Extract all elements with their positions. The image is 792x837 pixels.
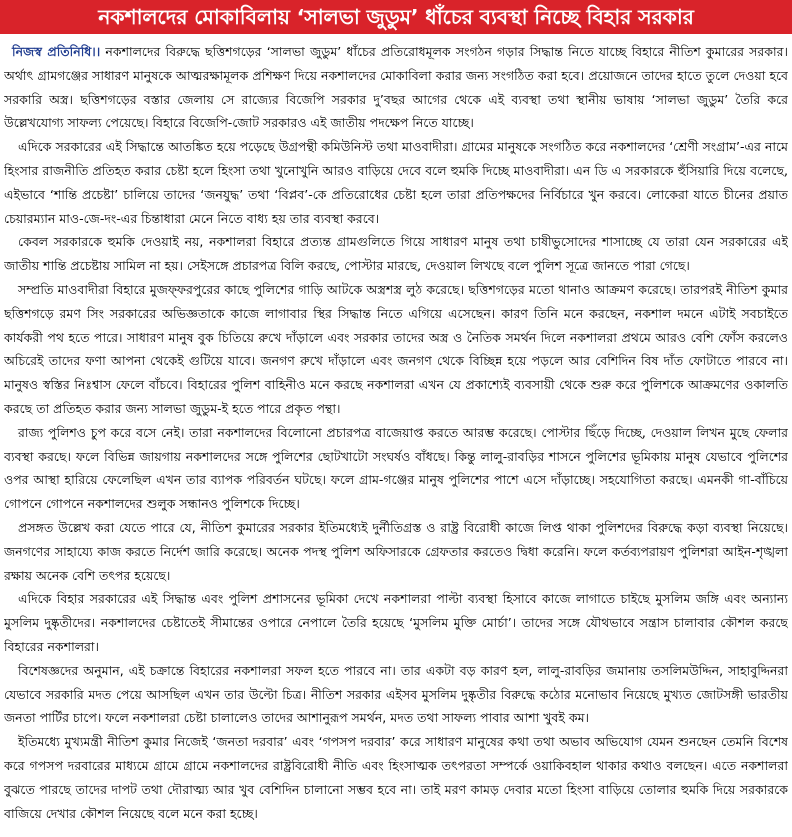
headline: নকশালদের মোকাবিলায় ‘সালভা জুডুম’ ধাঁচের ব্যবস্থা নিচ্ছে বিহার সরকার — [98, 5, 694, 29]
article-paragraph: রাজ্য পুলিশও চুপ করে বসে নেই। তারা নকশালদের বিলোনো প্রচারপত্র বাজেয়াপ্ত করতে আরম্ভ করেছে। পোস্টার ছিঁড়ে দিচ্ছে, দেওয়াল লিখন মুছে ফেলার ব্যবস্থা করছে। ফলে বিভিন্ন জায়গায় নকশালদের সঙ্গে পুলিশের ছোটখাটো সংঘর্ষও বাঁধছে। কিন্তু লালু-রাবড়ির শাসনে পুলিশের ভূমিকায় মানুষ যেভাবে পুলিশের ওপর আস্থা হারিয়ে ফেলেছিল এখন তার ব্যাপক পরিবর্তন ঘটছে। ফলে গ্রাম-গঞ্জের মানুষ পুলিশের পাশে এসে দাঁড়াচ্ছে। সহযোগিতা করছে। এমনকী গা-বাঁচিয়ে গোপনে গোপনে নকশালদের শুলুক সন্ধানও পুলিশকে দিচ্ছে। — [4, 424, 788, 512]
article-paragraph: এদিকে বিহার সরকারের এই সিদ্ধান্ত এবং পুলিশ প্রশাসনের ভূমিকা দেখে নকশালরা পাল্টা ব্যবস্থা হিসাবে কাজে লাগাতে চাইছে মুসলিম জঙ্গি এবং অন্যান্য মুসলিম দুষ্কৃতীদের। নকশালদের চেষ্টাতেই সীমান্তের ওপারে নেপালে তৈরি হয়েছে ‘মুসলিম মুক্তি মোর্চা’। তাদের সঙ্গে যৌথভাবে সন্ত্রাস চালাবার কৌশল করছে বিহারের নকশালরা। — [4, 591, 788, 654]
article-paragraph: এদিকে সরকারের এই সিদ্ধান্তে আতঙ্কিত হয়ে পড়েছে উগ্রপন্থী কমিউনিস্ট তথা মাওবাদীরা। গ্রামের মানুষকে সংগঠিত করে নকশালদের ‘শ্রেণী সংগ্রাম’-এর নামে হিংসার রাজনীতি প্রতিহত করার চেষ্টা হলে হিংসা তথা খুনোখুনি আরও বাড়িয়ে দেবে বলে হুমকি দিচ্ছে মাওবাদীরা। এন ডি এ সরকারকে হুঁসিয়ারি দিয়ে বলেছে, এইভাবে ‘শান্তি প্রচেষ্টা’ চালিয়ে তাদের ‘জনযুদ্ধ’ তথা ‘বিপ্লব’-কে প্রতিরোধের চেষ্টা হলে তারা প্রতিপক্ষদের নির্বিচারে খুন করবে। লোকেরা যাতে চীনের প্রয়াত চেয়ারম্যান মাও-জে-দং-এর চিন্তাধারা মেনে নিতে বাধ্য হয় তার ব্যবস্থা করবে। — [4, 139, 788, 226]
article-paragraph: ইতিমধ্যে মুখ্যমন্ত্রী নীতিশ কুমার নিজেই ‘জনতা দরবার’ এবং ‘গপসপ দরবার’ করে সাধারণ মানুষের কথা তথা অভাব অভিযোগ যেমন শুনছেন তেমনি বিশেষ করে গপসপ দরবারের মাধ্যমে গ্রামে গ্রামে নকশালদের রাষ্ট্রবিরোধী নীতি এবং হিংসাত্মক তৎপরতা সম্পর্কে ওয়াকিবহাল থাকার কথাও বলছেন। এতে নকশালরা বুঝতে পারছে তাদের দাপট তথা দৌরাত্ম্য আর খুব বেশিদিন চালানো সম্ভব হবে না। তাই মরণ কামড় দেবার মতো হিংসা বাড়িয়ে তোলার হুমকি দিয়ে সরকারকে বাজিয়ে দেখার কৌশল নিয়েছে বলে মনে করা হচ্ছে। — [4, 734, 788, 821]
article-body — [4, 40, 788, 834]
article-paragraph: সম্প্রতি মাওবাদীরা বিহারে মুজফ্ফরপুরের কাছে পুলিশের গাড়ি আটকে অস্ত্রশস্ত্র লুঠ করেছে। ছত্তিশগড়ের মতো থানাও আক্রমণ করেছে। তারপরই নীতিশ কুমার ছত্তিশগড়ে রমণ সিং সরকারের অভিজ্ঞতাকে কাজে লাগাবার স্থির সিদ্ধান্ত নিতে এগিয়ে এসেছেন। কারণ তিনি মনে করছেন, নকশাল দমনে এটাই সবচাইতে কার্যকরী পথ হতে পারে। সাধারণ মানুষ বুক চিতিয়ে রুখে দাঁড়ালে এবং সরকার তাদের অস্ত্র ও নৈতিক সমর্থন দিলে নকশালরা প্রথমে আরও বেশি ফোঁস করলেও অচিরেই তাদের ফণা আপনা থেকেই গুটিয়ে যাবে। জনগণ রুখে দাঁড়ালে এবং জনগণ থেকে বিচ্ছিন্ন হয়ে পড়লে আর বেশিদিন বিষ দাঁত ফোটাতে পারবে না। মানুষও স্বস্তির নিঃশ্বাস ফেলে বাঁচবে। বিহারের পুলিশ বাহিনীও মনে করছে নকশালরা এখন যে প্রকাশ্যেই ব্যবসায়ী থেকে শুরু করে পুলিশকে আক্রমণের ওকালতি করছে তা প্রতিহত করার জন্য সালভা জুডুম-ই হতে পারে প্রকৃত পন্থা। — [4, 281, 788, 416]
article-paragraph — [4, 40, 788, 135]
article-paragraph: প্রসঙ্গত উল্লেখ করা যেতে পারে যে, নীতিশ কুমারের সরকার ইতিমধ্যেই দুর্নীতিগ্রস্ত ও রাষ্ট্র বিরোধী কাজে লিপ্ত থাকা পুলিশদের বিরুদ্ধে কড়া ব্যবস্থা নিয়েছে। জনগণের সাহায্যে কাজ করতে নির্দেশ জারি করেছে। অনেক পদস্থ পুলিশ অফিসারকে গ্রেফতার করতেও দ্বিধা করেনি। ফলে কর্তব্যপরায়ণ পুলিশরা আইন-শৃঙ্খলা রক্ষায় অনেক বেশি তৎপর হয়েছে। — [4, 519, 788, 583]
headline-banner — [0, 0, 792, 34]
article-paragraph: বিশেষজ্ঞদের অনুমান, এই চক্রান্তে বিহারের নকশালরা সফল হতে পারবে না। তার একটা বড় কারণ হল, লালু-রাবড়ির জমানায় তসলিমউদ্দিন, সাহাবুদ্দিনরা যেভাবে সরকারি মদত পেয়ে আসছিল এখন তার উল্টো চিত্র। নীতিশ সরকার এইসব মুসলিম দুষ্কৃতীর বিরুদ্ধে কঠোর মনোভাব নিয়েছে মুখ্যত জোটসঙ্গী ভারতীয় জনতা পার্টির চাপে। ফলে নকশালরা চেষ্টা চালালেও তাদের আশানুরূপ সমর্থন, মদত তথা সাফল্য পাবার আশা খুবই কম। — [4, 662, 788, 726]
article-paragraph: কেবল সরকারকে হুমকি দেওয়াই নয়, নকশালরা বিহারে প্রত্যন্ত গ্রামগুলিতে গিয়ে সাধারণ মানুষ তথা চাষীভুসোদের শাসাচ্ছে যে তারা যেন সরকারের এই জাতীয় শান্তি প্রচেষ্টায় সামিল না হয়। সেইসঙ্গে প্রচারপত্র বিলি করছে, পোস্টার মারছে, দেওয়াল লিখছে বলে পুলিশ সূত্রে জানতে পারা গেছে। — [4, 234, 788, 274]
byline: নিজস্ব প্রতিনিধি।। — [12, 44, 101, 59]
paragraph-text: নকশালদের বিরুদ্ধে ছত্তিশগড়ের ‘সালভা জুডুম’ ধাঁচের প্রতিরোধমূলক সংগঠন গড়ার সিদ্ধান্ত নিতে যাচ্ছে বিহারে নীতিশ কুমারের সরকার। অর্থাৎ গ্রামগঞ্জের সাধারণ মানুষকে আত্মরক্ষামূলক প্রশিক্ষণ দিয়ে নকশালদের মোকাবিলা করার জন্য সংগঠিত করা হবে। প্রয়োজনে তাদের হাতে তুলে দেওয়া হবে সরকারি অস্ত্র। ছত্তিশগড়ের বস্তার জেলায় সে রাজ্যের বিজেপি সরকার দু’বছর আগের থেকে এই ব্যবস্থা তথা স্থানীয় ভাষায় ‘সালভা জুডুম’ তৈরি করে উল্লেখযোগ্য সাফল্য পেয়েছে। বিহারে বিজেপি-জোট সরকারও এই জাতীয় পদক্ষেপ নিতে যাচ্ছে। — [4, 44, 788, 131]
